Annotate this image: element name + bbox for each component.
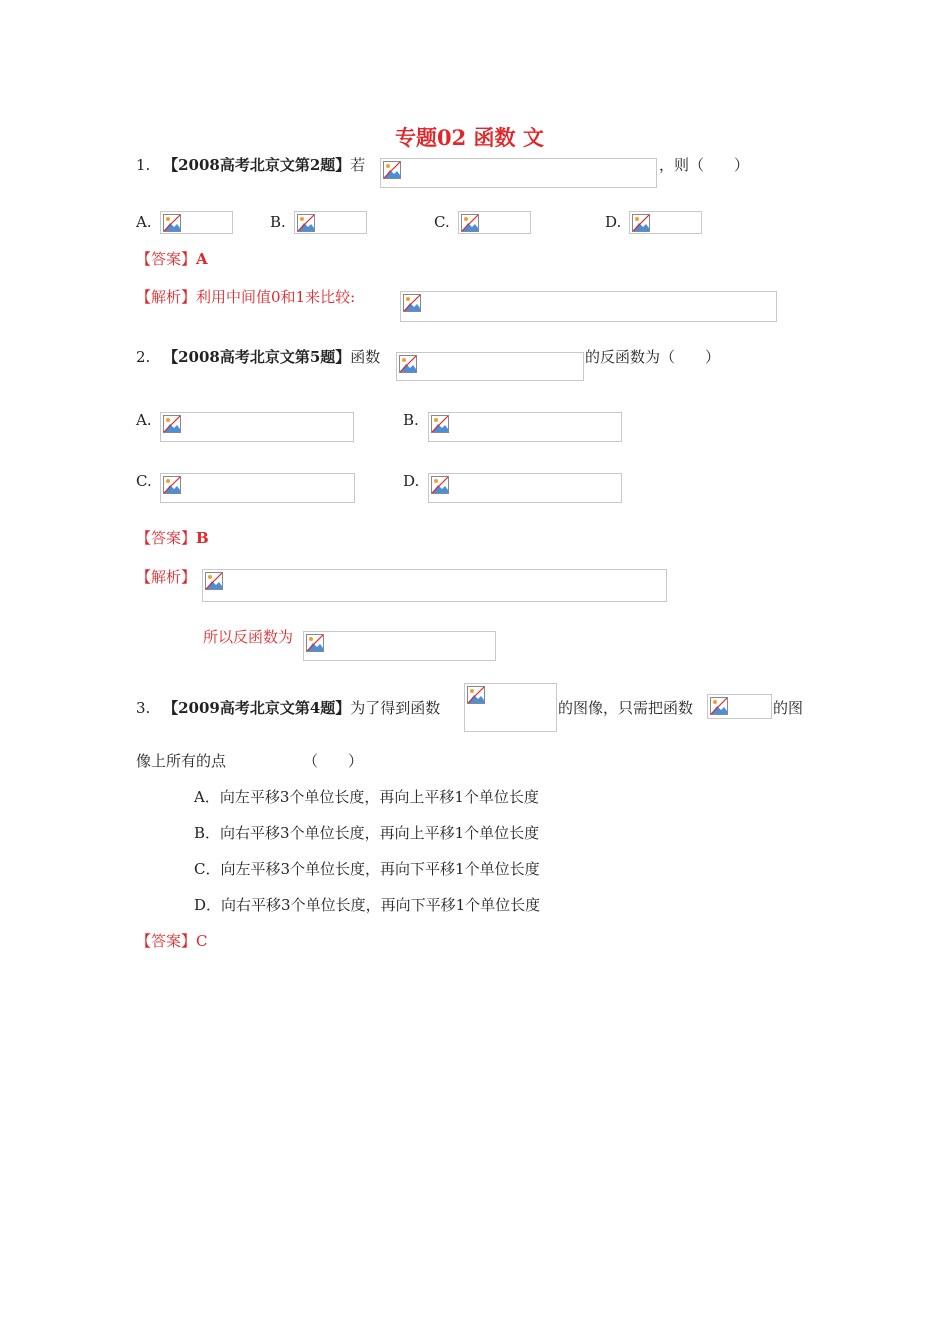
q1-option-a-label: A.: [136, 213, 152, 231]
broken-image-icon: [461, 214, 479, 232]
q2-option-d-image: [428, 473, 622, 503]
q1-source: 【2008高考北京文第2题】: [163, 156, 351, 174]
q3-line: [136, 698, 440, 718]
q3-formula-image-2: [707, 694, 772, 719]
q2-option-c-image: [160, 473, 355, 503]
broken-image-icon: [710, 697, 728, 715]
q3-stem-post: 的图: [773, 699, 804, 717]
answer-tag: 【答案】: [136, 250, 197, 268]
q3-formula-image-1: [464, 683, 557, 732]
q1-option-a-image: [160, 211, 233, 234]
page-title: 专题02 函数 文: [395, 125, 544, 150]
q2-option-a-image: [160, 412, 354, 442]
q1-option-b-label: B.: [270, 213, 286, 231]
answer-value: B: [196, 529, 209, 547]
q3-stem-line2: 像上所有的点: [136, 752, 227, 770]
q1-option-b-image: [294, 211, 367, 234]
q1-number: 1.: [136, 156, 151, 174]
q1-option-c-image: [458, 211, 531, 234]
q1-stem-pre: 若: [350, 156, 366, 174]
broken-image-icon: [383, 161, 401, 179]
q2-stem-post: 的反函数为（ ）: [585, 348, 721, 366]
q2-conclusion: 所以反函数为: [203, 628, 294, 646]
q2-source: 【2008高考北京文第5题】: [163, 348, 351, 366]
q1-option-c-label: C.: [434, 213, 450, 231]
broken-image-icon: [163, 415, 181, 433]
q3-option-c: C．向左平移3个单位长度，再向下平移1个单位长度: [194, 860, 540, 878]
analysis-text: 利用中间值0和1来比较:: [196, 288, 356, 306]
q3-source: 【2009高考北京文第4题】: [163, 699, 351, 717]
q3-option-a: A．向左平移3个单位长度，再向上平移1个单位长度: [194, 788, 539, 806]
broken-image-icon: [297, 214, 315, 232]
q1-stem-post: ，则（ ）: [659, 156, 750, 174]
q2-formula-image: [396, 352, 584, 381]
broken-image-icon: [163, 214, 181, 232]
q2-analysis-image: [202, 569, 667, 602]
broken-image-icon: [632, 214, 650, 232]
q1-option-d-label: D.: [605, 213, 622, 231]
q2-line: [136, 347, 380, 367]
broken-image-icon: [431, 415, 449, 433]
q1-option-d-image: [629, 211, 702, 234]
q1-formula-image: [380, 158, 657, 188]
answer-value: A: [196, 250, 208, 268]
q2-option-b-label: B.: [403, 411, 419, 429]
broken-image-icon: [467, 686, 485, 704]
q2-answer: [136, 528, 209, 548]
q2-option-a-label: A.: [136, 411, 152, 429]
q3-option-d: D．向右平移3个单位长度，再向下平移1个单位长度: [194, 896, 541, 914]
q3-stem-pre: 为了得到函数: [350, 699, 441, 717]
broken-image-icon: [431, 476, 449, 494]
q1-analysis-image: [400, 291, 777, 322]
q2-number: 2.: [136, 348, 151, 366]
q3-option-b: B．向右平移3个单位长度，再向上平移1个单位长度: [194, 824, 540, 842]
q2-option-c-label: C.: [136, 472, 152, 490]
q3-answer: [136, 931, 208, 951]
q3-number: 3.: [136, 699, 151, 717]
analysis-tag: 【解析】: [136, 288, 197, 306]
broken-image-icon: [403, 294, 421, 312]
broken-image-icon: [205, 572, 223, 590]
q1-answer: [136, 249, 208, 269]
q1-line: [136, 155, 365, 175]
broken-image-icon: [163, 476, 181, 494]
q2-conclusion-image: [303, 631, 496, 661]
answer-tag: 【答案】: [136, 932, 197, 950]
answer-tag: 【答案】: [136, 529, 197, 547]
answer-value: C: [196, 932, 208, 950]
q3-paren: （ ）: [303, 752, 364, 770]
q2-option-b-image: [428, 412, 622, 442]
broken-image-icon: [306, 634, 324, 652]
broken-image-icon: [399, 355, 417, 373]
q2-analysis-tag: 【解析】: [136, 568, 197, 586]
q2-stem-pre: 函数: [350, 348, 381, 366]
q2-option-d-label: D.: [403, 472, 420, 490]
q1-analysis: [136, 287, 355, 307]
q3-stem-mid: 的图像，只需把函数: [558, 699, 694, 717]
